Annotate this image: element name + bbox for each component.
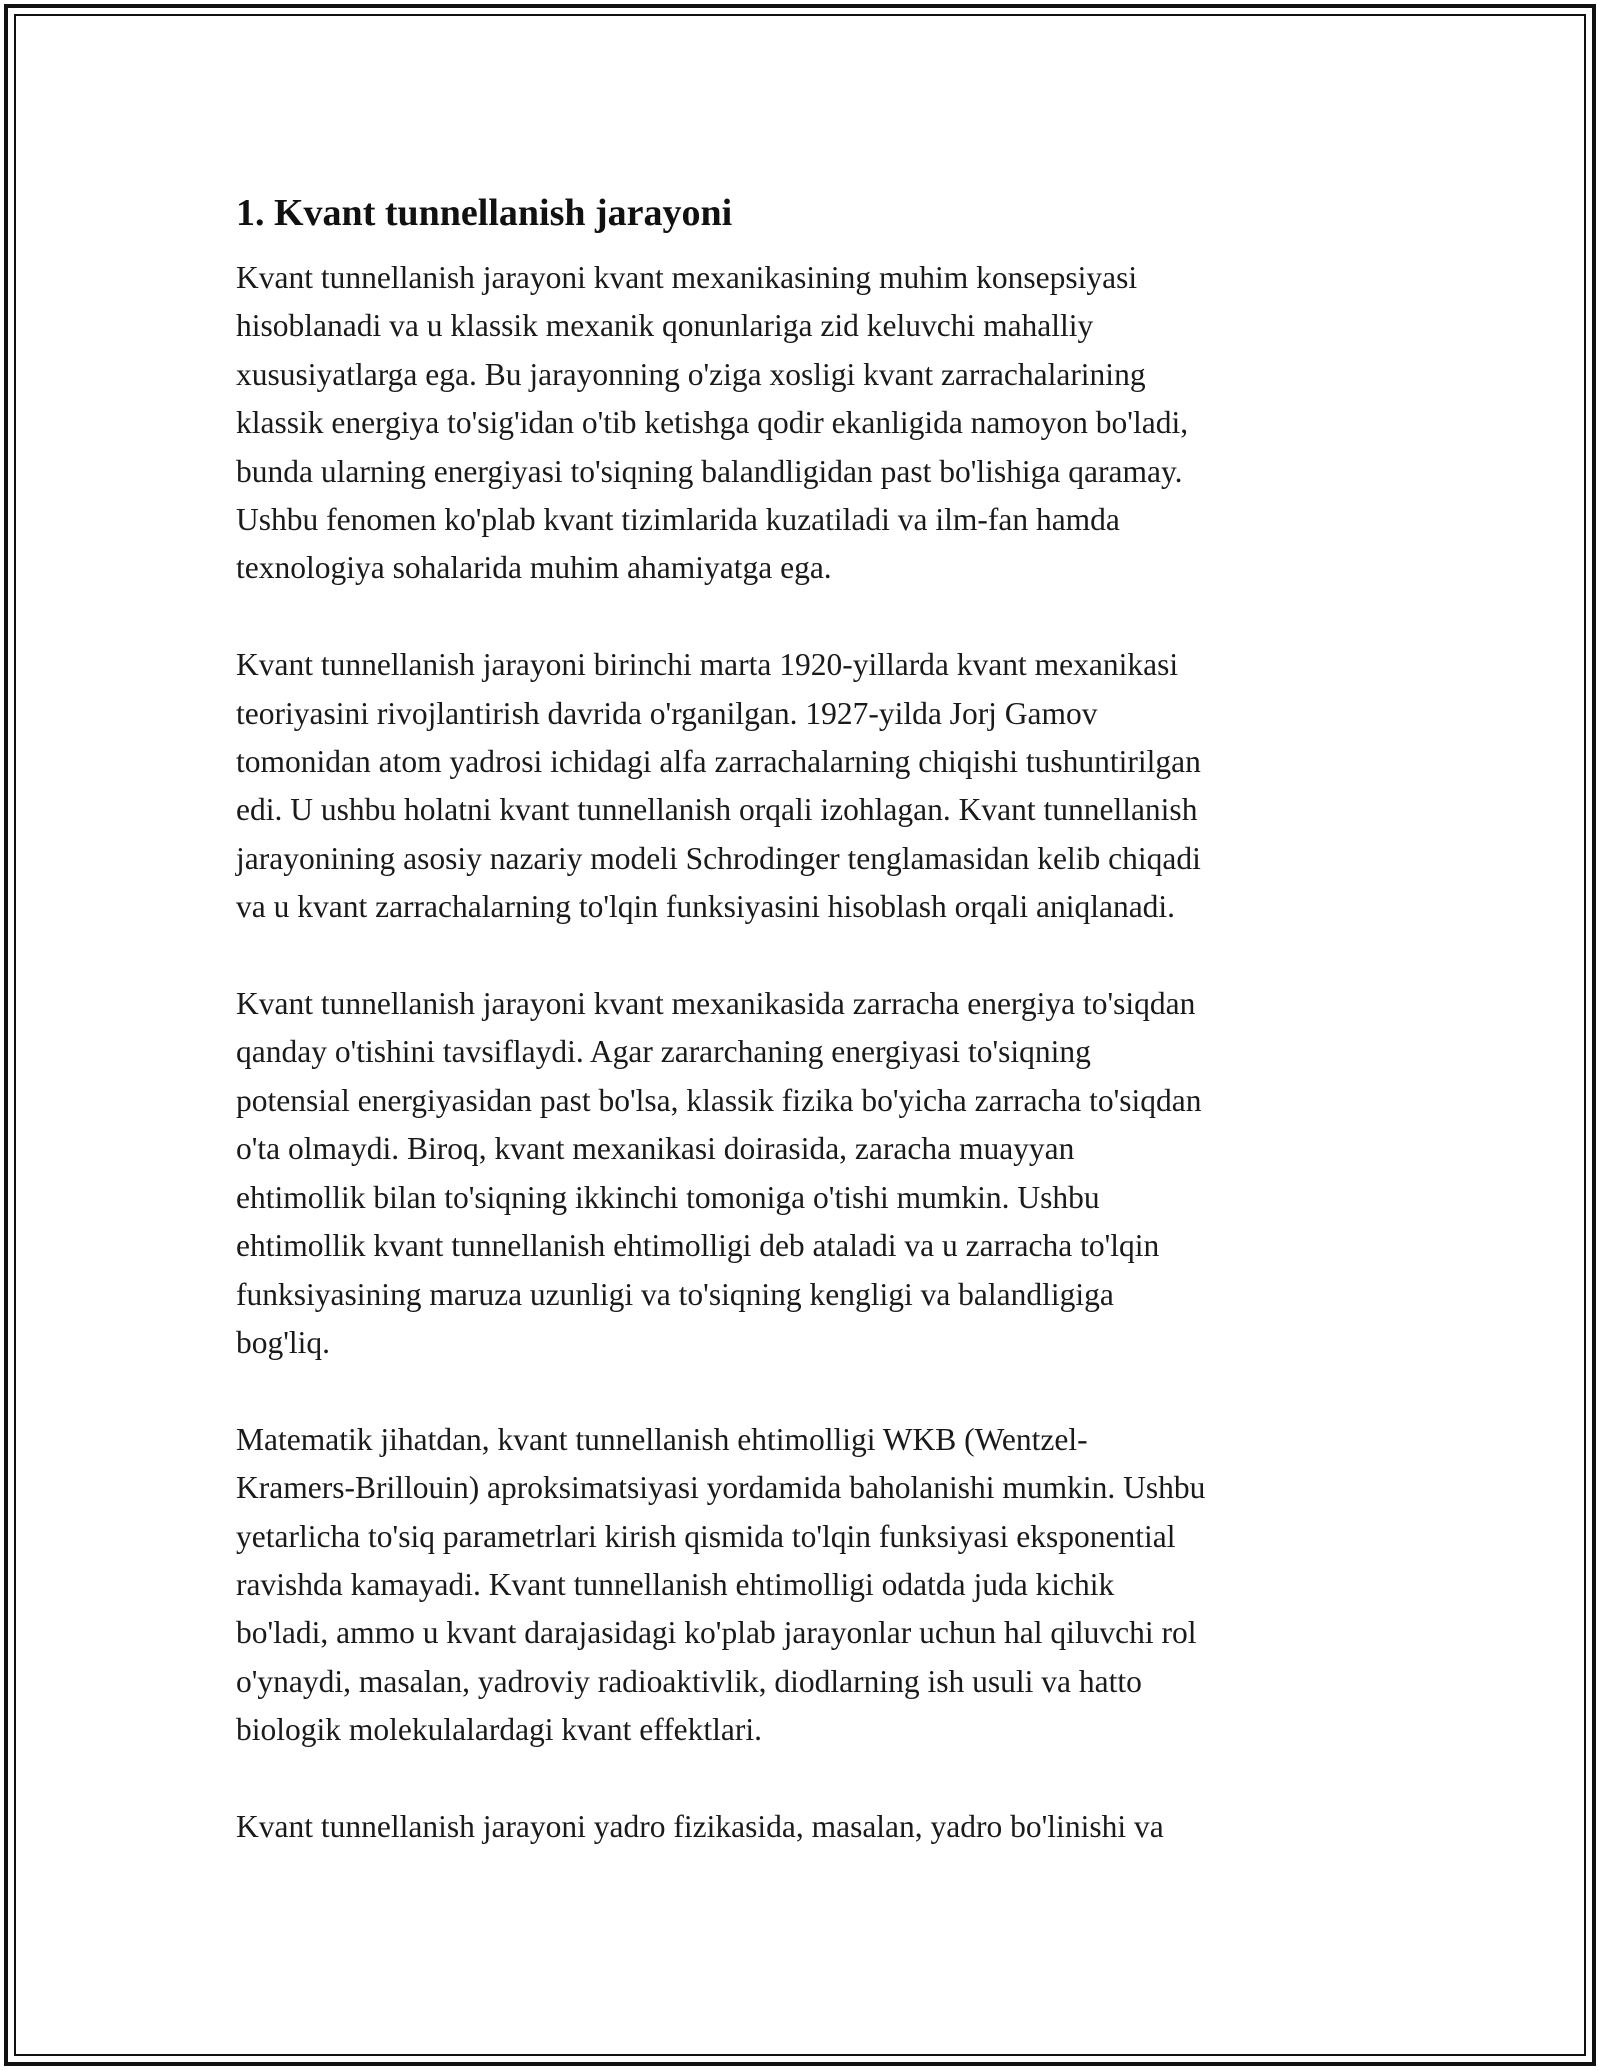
paragraph-4: Matematik jihatdan, kvant tunnellanish ehtimolligi WKB (Wentzel- Kramers-Brillouin) aproksimatsiyasi yordamida baholanishi mumkin. Ushbu yetarlicha to'siq parametrlari kirish qismida to'lqin funksiyasi eksponential ravishda kamayadi. Kvant tunnellanish ehtimolligi odatda juda kichik bo'ladi, ammo u kvant darajasidagi ko'plab jarayonlar uchun hal qiluvchi rol o'ynaydi, masalan, yadroviy radioaktivlik, diodlarning ish usuli va hatto biologik molekulalardagi kvant effektlari. [236,1421,1206,1748]
document-body [236,184,1372,1900]
paragraph-5: Kvant tunnellanish jarayoni yadro fizikasida, masalan, yadro bo'linishi va [236,1808,1164,1844]
paragraph-2: Kvant tunnellanish jarayoni birinchi marta 1920-yillarda kvant mexanikasi teoriyasini rivojlantirish davrida o'rganilgan. 1927-yilda Jorj Gamov tomonidan atom yadrosi ichidagi alfa zarrachalarning chiqishi tushuntirilgan edi. U ushbu holatni kvant tunnellanish orqali izohlagan. Kvant tunnellanish jarayonining asosiy nazariy modeli Schrodinger tenglamasidan kelib chiqadi va u kvant zarrachalarning to'lqin funksiyasini hisoblash orqali aniqlanadi. [236,647,1201,925]
paragraph-1: Kvant tunnellanish jarayoni kvant mexanikasining muhim konsepsiyasi hisoblanadi va u klassik mexanik qonunlariga zid keluvchi mahalliy xususiyatlarga ega. Bu jarayonning o'ziga xosligi kvant zarrachalarining klassik energiya to'sig'idan o'tib ketishga qodir ekanligida namoyon bo'ladi, bunda ularning energiyasi to'siqning balandligidan past bo'lishiga qaramay. Ushbu fenomen ko'plab kvant tizimlarida kuzatiladi va ilm-fan hamda texnologiya sohalarida muhim ahamiyatga ega. [236,260,1189,586]
section-title: 1. Kvant tunnellanish jarayoni [236,192,733,234]
paragraph-3: Kvant tunnellanish jarayoni kvant mexanikasida zarracha energiya to'siqdan qanday o'tishini tavsiflaydi. Agar zararchaning energiyasi to'siqning potensial energiyasidan past bo'lsa, klassik fizika bo'yicha zarracha to'siqdan o'ta olmaydi. Biroq, kvant mexanikasi doirasida, zaracha muayyan ehtimollik bilan to'siqning ikkinchi tomoniga o'tishi mumkin. Ushbu ehtimollik kvant tunnellanish ehtimolligi deb ataladi va u zarracha to'lqin funksiyasining maruza uzunligi va to'siqning kengligi va balandligiga bog'liq. [236,986,1202,1360]
